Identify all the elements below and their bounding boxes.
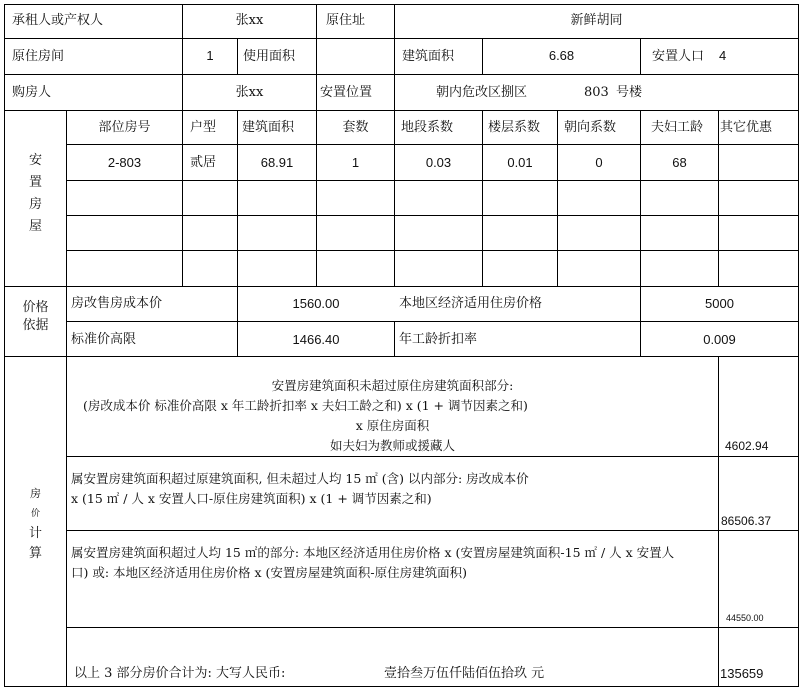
- location-label: 安置位置: [320, 85, 373, 100]
- grid-line: [66, 250, 799, 251]
- price-section-label: 价格 依据: [22, 300, 49, 333]
- col-header-orient: 朝向系数: [564, 120, 617, 135]
- grid-line: [4, 4, 799, 5]
- total-label: 以上 3 部分房价合计为: 大写人民币:: [74, 666, 286, 681]
- grid-line: [316, 4, 317, 110]
- grid-line: [316, 110, 317, 286]
- grid-line: [66, 144, 799, 145]
- orig-room-value: 1: [206, 48, 214, 63]
- col-header-floor: 楼层系数: [488, 120, 541, 135]
- calc-section-label: 房 价 计 算: [28, 487, 42, 561]
- orig-room-label: 原住房间: [12, 49, 65, 64]
- local-price-label: 本地区经济适用住房价格: [399, 296, 543, 311]
- std-price-label: 标准价高限: [71, 332, 137, 347]
- grid-line: [718, 356, 719, 686]
- grid-line: [557, 110, 558, 286]
- col-header-area: 建筑面积: [242, 120, 295, 135]
- discount-rate-value: 0.009: [703, 332, 736, 347]
- cost-price-label: 房改售房成本价: [71, 296, 163, 311]
- calc-part2-value: 86506.37: [721, 514, 772, 528]
- cost-price-value: 1560.00: [292, 296, 340, 311]
- col-header-other: 其它优惠: [720, 120, 773, 135]
- grid-line: [394, 321, 395, 356]
- grid-line: [798, 4, 799, 686]
- calc-part3-value: 44550.00: [726, 613, 764, 623]
- grid-line: [394, 4, 395, 286]
- use-area-label: 使用面积: [243, 49, 296, 64]
- grid-line: [66, 456, 799, 457]
- grid-line: [66, 627, 799, 628]
- build-area-label: 建筑面积: [402, 49, 455, 64]
- grid-line: [237, 38, 238, 74]
- location-building: 803: [584, 85, 609, 100]
- grid-line: [4, 686, 799, 687]
- orig-addr-label: 原住址: [326, 13, 366, 28]
- location-building-unit: 号楼: [616, 85, 643, 100]
- table-cell: 贰居: [190, 155, 217, 170]
- orig-addr-value: 新鲜胡同: [570, 13, 623, 28]
- table-cell: 2-803: [107, 155, 142, 170]
- pop-label: 安置人口: [652, 49, 705, 64]
- table-cell: 0: [595, 155, 603, 170]
- grid-line: [66, 215, 799, 216]
- housing-section-label: 安 置 房 屋: [28, 153, 42, 234]
- buyer-value: 张xx: [235, 85, 264, 100]
- grid-line: [182, 110, 183, 286]
- col-header-count: 套数: [342, 120, 369, 135]
- total-value: 135659: [720, 666, 764, 681]
- std-price-value: 1466.40: [292, 332, 340, 347]
- discount-rate-label: 年工龄折扣率: [399, 332, 478, 347]
- grid-line: [640, 110, 641, 321]
- calc-part3-text: 属安置房建筑面积超过人均 15 ㎡的部分: 本地区经济适用住房价格 x (安置房屋建筑面积-15 ㎡ / 人 x 安置人 口) 或: 本地区经济适用住房价格 x (安置房屋建筑面积-原住房建筑面积): [71, 545, 675, 580]
- total-words: 壹拾叁万伍仟陆佰伍拾玖 元: [384, 666, 545, 681]
- calc-part1-value: 4602.94: [725, 439, 769, 453]
- grid-line: [4, 74, 799, 75]
- grid-line: [4, 286, 799, 287]
- table-cell: 0.01: [507, 155, 533, 170]
- grid-line: [237, 110, 238, 321]
- grid-line: [66, 180, 799, 181]
- table-cell: 0.03: [425, 155, 452, 170]
- pop-value: 4: [719, 48, 727, 63]
- grid-line: [66, 530, 799, 531]
- buyer-label: 购房人: [12, 85, 52, 100]
- grid-line: [4, 4, 5, 686]
- grid-line: [4, 110, 799, 111]
- table-cell: 1: [351, 155, 360, 170]
- grid-line: [66, 321, 799, 322]
- table-cell: 68.91: [260, 155, 294, 170]
- grid-line: [640, 38, 641, 74]
- calc-part1-text: 安置房建筑面积未超过原住房建筑面积部分: (房改成本价 标准价高限 x 年工龄折扣率 x 夫妇工龄之和) x (1 + 调节因素之和) x 原住房面积 如夫妇为教师或援藏人: [83, 378, 528, 453]
- grid-line: [718, 110, 719, 286]
- build-area-value: 6.68: [548, 48, 575, 63]
- table-cell: 68: [672, 155, 687, 170]
- grid-line: [482, 110, 483, 286]
- calc-part2-text: 属安置房建筑面积超过原建筑面积, 但未超过人均 15 ㎡ (含) 以内部分: 房改成本价 x (15 ㎡ / 人 x 安置人口-原住房建筑面积) x (1 + 调节因素之和): [71, 471, 529, 506]
- local-price-value: 5000: [705, 296, 734, 311]
- col-header-seniority: 夫妇工龄: [651, 120, 704, 135]
- col-header-lot: 地段系数: [401, 120, 454, 135]
- col-header-type: 户型: [190, 120, 217, 135]
- location-area: 朝内危改区捌区: [436, 85, 528, 100]
- col-header-unit: 部位房号: [98, 120, 151, 135]
- grid-line: [4, 356, 799, 357]
- renter-value: 张xx: [235, 13, 264, 28]
- renter-label: 承租人或产权人: [12, 13, 104, 28]
- grid-line: [4, 38, 799, 39]
